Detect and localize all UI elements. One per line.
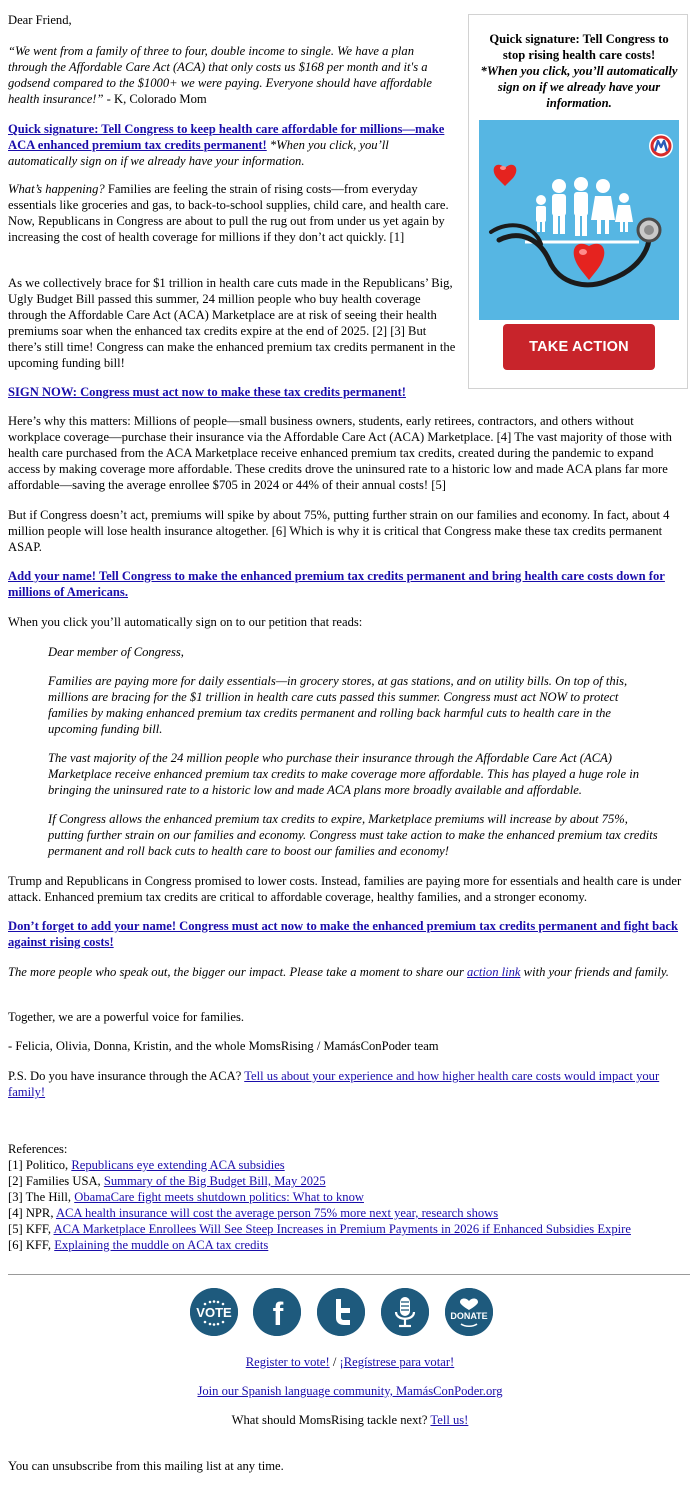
twitter-icon[interactable] (317, 1288, 365, 1336)
reference-link[interactable]: Republicans eye extending ACA subsidies (71, 1158, 285, 1172)
action-link[interactable]: action link (467, 965, 521, 979)
take-action-button[interactable]: TAKE ACTION (503, 324, 655, 370)
donate-icon[interactable] (445, 1288, 493, 1336)
sidebar-text (479, 31, 679, 111)
donate-label: DONATE (450, 1311, 488, 1321)
reference-item (8, 1173, 698, 1189)
whats-happening (8, 181, 456, 245)
tackle-line (0, 1412, 700, 1428)
references-heading: References: (8, 1142, 68, 1156)
reference-item (8, 1189, 698, 1205)
sidebar-action-box (468, 14, 688, 389)
vote-icon[interactable] (190, 1288, 238, 1336)
podcast-microphone-icon[interactable] (381, 1288, 429, 1336)
dont-forget-link[interactable]: Don’t forget to add your name! Congress must act now to make the enhanced premium tax credits permanent and fight back against rising costs! (8, 919, 679, 949)
reference-link[interactable]: ACA health insurance will cost the average person 75% more next year, research shows (55, 1206, 499, 1220)
brace-paragraph: As we collectively brace for $1 trillion in health care cuts made in the Republicans’ Big, Ugly Budget Bill passed this summer, 24 million people who buy health coverage through the Affordable Care Act (ACA) Marketplace are at risk of seeing their health premiums soar when the enhanced tax credits expire at the end of 2025. [2] [3] But there’s still time! Congress can make the enhanced premium tax credits permanent in the upcoming funding bill! (8, 276, 456, 370)
whats-happening-body: Families are feeling the strain of rising costs—from everyday essentials like groceries and gas, to back-to-school supplies, child care, and health care. Now, Republicans in Congress are about to pull the rug out from under us yet again by increasing the cost of health coverage for millions if they don’t act quickly. [1] (8, 182, 449, 244)
reference-source: [5] KFF, (8, 1222, 54, 1236)
reference-link[interactable]: Explaining the muddle on ACA tax credits (54, 1238, 269, 1252)
petition-intro: When you click you’ll automatically sign on to our petition that reads: (8, 615, 363, 629)
sign-now-cta (8, 384, 456, 400)
reference-link[interactable]: Summary of the Big Budget Bill, May 2025 (103, 1174, 326, 1188)
unsubscribe-text: You can unsubscribe from this mailing list at any time. (8, 1459, 284, 1473)
reference-source: [1] Politico, (8, 1158, 72, 1172)
reference-item (8, 1157, 698, 1173)
register-link[interactable]: Register to vote! (245, 1355, 330, 1369)
reference-item (8, 1205, 698, 1221)
cta-quick-signature (8, 121, 456, 169)
but-paragraph: But if Congress doesn’t act, premiums will spike by about 75%, putting further strain on our families and economy. In fact, about 4 million people will lose health insurance altogether. [6] Which is why it is critical that Congress make these tax credits permanent ASAP. (8, 508, 670, 554)
facebook-icon[interactable] (253, 1288, 301, 1336)
add-name-cta (8, 568, 688, 600)
register-separator: / (329, 1355, 340, 1369)
dont-forget-cta (8, 918, 688, 950)
social-icons (190, 1288, 500, 1338)
testimonial-quote: “We went from a family of three to four, double income to single. We have a plan through the Affordable Care Act (ACA) that only costs us $168 per month and it's a godsend compared to the $1000+ we were paying. Everyone should have affordable health insurance!” (8, 44, 433, 106)
reference-source: [2] Families USA, (8, 1174, 104, 1188)
vote-label: VOTE (196, 1305, 232, 1320)
reference-source: [4] NPR, (8, 1206, 56, 1220)
sign-now-link[interactable]: SIGN NOW: Congress must act now to make these tax credits permanent! (8, 385, 406, 399)
greeting: Dear Friend, (8, 13, 72, 27)
ps-paragraph (8, 1068, 688, 1100)
ps-link[interactable]: Tell us about your experience and how higher health care costs would impact your family! (8, 1069, 660, 1099)
reference-source: [6] KFF, (8, 1238, 55, 1252)
add-name-link[interactable]: Add your name! Tell Congress to make the enhanced premium tax credits permanent and bring health care costs down for millions of Americans. (8, 569, 665, 599)
hero-image[interactable] (479, 120, 679, 320)
together-line: Together, we are a powerful voice for families. (8, 1010, 245, 1024)
testimonial-attribution: - K, Colorado Mom (103, 92, 207, 106)
cta-quick-signature-link[interactable]: Quick signature: Tell Congress to keep health care affordable for millions—make ACA enhanced premium tax credits permanent! (8, 122, 445, 152)
ps-text: P.S. Do you have insurance through the ACA? (8, 1069, 245, 1083)
family-stethoscope-illustration (479, 120, 679, 320)
trump-paragraph: Trump and Republicans in Congress promised to lower costs. Instead, families are paying more for essentials and health care is under attack. Enhanced premium tax credits are critical to affordable coverage, healthy families, and a stronger economy. (8, 874, 682, 904)
whats-happening-lead: What’s happening? (8, 182, 105, 196)
share-text-end: with your friends and family. (520, 965, 669, 979)
signoff: - Felicia, Olivia, Donna, Kristin, and the whole MomsRising / MamásConPoder team (8, 1039, 439, 1053)
auto-sign-note: *When you click, you’ll automatically sign on if we already have your information. (8, 138, 389, 168)
tackle-link[interactable]: Tell us! (430, 1413, 469, 1427)
reference-item (8, 1237, 698, 1253)
testimonial (8, 43, 456, 107)
reference-link[interactable]: ACA Marketplace Enrollees Will See Steep Increases in Premium Payments in 2026 if Enhanced Subsidies Expire (53, 1222, 631, 1236)
reference-link[interactable]: ObamaCare fight meets shutdown politics: What to know (74, 1190, 364, 1204)
spanish-community-link[interactable]: Join our Spanish language community, MamásConPoder.org (197, 1384, 503, 1398)
registrese-link[interactable]: ¡Regístrese para votar! (339, 1355, 455, 1369)
footer-divider (8, 1274, 690, 1275)
references (8, 1141, 698, 1253)
why-paragraph: Here’s why this matters: Millions of people—small business owners, students, early retirees, contractors, and others without workplace coverage—purchase their insurance via the Affordable Care Act (ACA) Marketplace. [4] The vast majority of those with health care purchased from the ACA Marketplace receive enhanced premium tax credits, created during the pandemic to expand access by making coverage more affordable. These credits drove the uninsured rate to a historic low and made ACA plans far more affordable—saving the average enrollee $705 in 2024 or 44% of their annual costs! [5] (8, 414, 672, 492)
petition-paragraph-3: If Congress allows the enhanced premium tax credits to expire, Marketplace premiums will increase by about 75%, putting further strain on our families and economy. Congress must take action to make the enhanced premium tax credits permanent and roll back cuts to health care to boost our families and economy! (48, 812, 658, 858)
register-line (0, 1354, 700, 1370)
share-text: The more people who speak out, the bigger our impact. Please take a moment to share our (8, 965, 468, 979)
petition-paragraph-2: The vast majority of the 24 million people who purchase their insurance through the Affordable Care Act (ACA) Marketplace receive enhanced premium tax credits to make coverage more affordable. This has played a huge role in bringing the uninsured rate to a historic low and made ACA plans more broadly available and affordable. (48, 751, 640, 797)
share-paragraph (8, 964, 688, 980)
tackle-text: What should MomsRising tackle next? (231, 1413, 431, 1427)
sidebar-note: *When you click, you’ll automatically sign on if we already have your information. (480, 64, 678, 110)
petition-paragraph-1: Families are paying more for daily essentials—in grocery stores, at gas stations, and on utility bills. On top of this, millions are bracing for the $1 trillion in health care cuts passed this summer. Congress must act NOW to protect families by making enhanced premium tax credits permanent and rolling back harmful cuts to health care in the upcoming funding bill. (48, 674, 628, 736)
reference-source: [3] The Hill, (8, 1190, 75, 1204)
spanish-community-line (0, 1383, 700, 1399)
petition-salutation: Dear member of Congress, (48, 645, 184, 659)
facebook-glyph: f (272, 1296, 284, 1332)
reference-item (8, 1221, 698, 1237)
sidebar-headline: Quick signature: Tell Congress to stop rising health care costs! (489, 32, 669, 62)
